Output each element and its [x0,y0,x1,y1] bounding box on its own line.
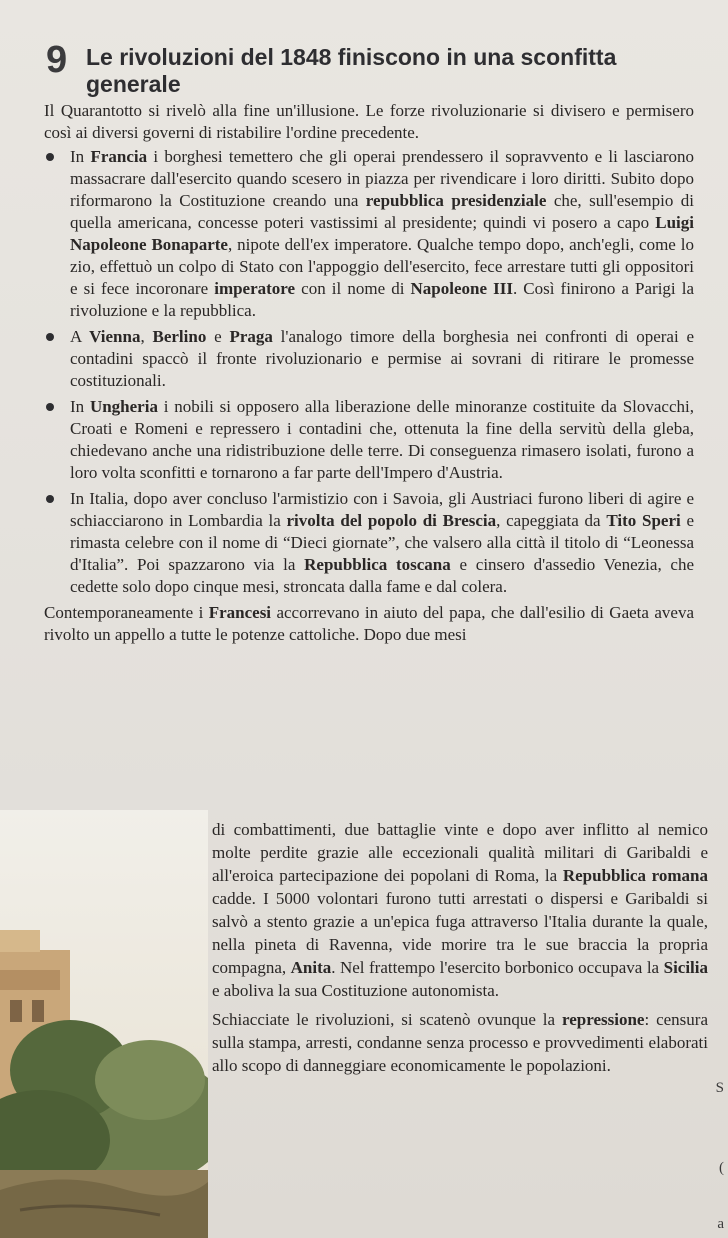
bold-term: Repubblica romana [562,866,708,885]
bold-term: repubblica presidenziale [365,191,547,210]
bold-term: rivolta del popolo di Brescia [286,511,497,530]
french-intervention-paragraph [44,602,694,646]
bold-term: Vienna [89,327,141,346]
bold-term: Berlino [152,327,207,346]
text-run: , [140,327,153,346]
bullet-text [70,327,694,390]
bold-term: Sicilia [663,958,709,977]
edge-mark: ( [719,1160,724,1176]
text-run: e rimasta celebre con il nome di “Dieci giornate”, che valsero alla città il titolo di “Leonessa d'Italia”. Poi spazzarono via la [70,511,695,574]
text-run: Schiacciate le rivoluzioni, si scatenò ovunque la [212,1010,562,1029]
text-run: Contemporaneamente i [44,603,209,622]
bullet-text [70,397,694,482]
repression-paragraph [212,1008,708,1077]
bullet-item-france [44,146,694,322]
bullet-item-hungary [44,396,694,484]
text-run: In [70,147,91,166]
text-run: i nobili si opposero alla liberazione delle minoranze costituite da Slovacchi, Croati e Romeni e repressero i contadini che, ottenuta la fine della servitù della gleba, chiedevano anche una ridistribuzione delle terre. Di conseguenza rimasero isolati, furono a loro volta sconfitti e tornarono a far parte dell'Impero d'Austria. [70,397,694,482]
bullet-dot-icon [46,153,54,161]
text-run: , capeggiata da [496,511,607,530]
wrapped-text [212,818,708,1083]
text-run: l'analogo timore della borghesia nei confronti di operai e contadini spaccò il fronte rivoluzionario e permise ai sovrani di ritirare le promesse costituzionali. [70,327,695,390]
text-run: : censura sulla stampa, arresti, condanne senza processo e provvedimenti elaborati allo scopo di danneggiare economicamente le popolazioni. [212,1010,708,1075]
bullet-dot-icon [46,495,54,503]
text-run: i borghesi temettero che gli operai prendessero il sopravvento e li lasciarono massacrare dall'esercito quando scesero in piazza per rivendicare i loro diritti. Subito dopo riformarono la Costituzione creando una [70,147,694,210]
bold-term: Praga [229,327,273,346]
text-run: A [70,327,90,346]
painting-illustration [0,810,208,1238]
roman-republic-paragraph [212,818,708,1002]
section-title: Le rivoluzioni del 1848 finiscono in una sconfitta generale [86,44,617,97]
edge-mark: a [717,1216,724,1232]
painting-image [0,810,208,1238]
bullet-text [70,489,694,596]
text-run: , nipote dell'ex imperatore. Qualche tempo dopo, anch'egli, come lo zio, effettuò un colpo di Stato con l'appoggio dell'esercito, fece arrestare tutti gli oppositori e si fece incoronare [70,235,695,298]
bold-term: Repubblica toscana [304,555,451,574]
bullet-item-italy [44,488,694,598]
bold-term: imperatore [214,279,296,298]
text-run: In [70,397,90,416]
text-run: di combattimenti, due battaglie vinte e dopo aver inflitto al nemico molte perdite grazie alle eccezionali qualità militari di Garibaldi e all'eroica partecipazione dei popolani di Roma, la [212,820,708,885]
text-run: e cinsero d'assedio Venezia, che cedette solo dopo cinque mesi, stroncata dalla fame e dal colera. [70,555,695,596]
bullet-text [70,147,694,320]
bullet-list [44,146,694,598]
intro-paragraph: Il Quarantotto si rivelò alla fine un'illusione. Le forze rivoluzionarie si divisero e permisero così ai diversi governi di ristabilire l'ordine precedente. [44,101,694,142]
bold-term: Napoleone III [410,279,513,298]
edge-mark: S [715,1080,724,1096]
page-edge-marks [704,1020,728,1238]
bold-term: Francesi [208,603,272,622]
main-text [44,100,694,646]
text-run: e [206,327,230,346]
text-run: accorrevano in aiuto del papa, che dall'esilio di Gaeta aveva rivolto un appello a tutte le potenze cattoliche. Dopo due mesi [44,603,694,644]
bold-term: Tito Speri [606,511,681,530]
text-run: In Italia, dopo aver concluso l'armistizio con i Savoia, gli Austriaci furono liberi di agire e schiacciarono in Lombardia la [70,489,694,530]
text-run: cadde. I 5000 volontari furono tutti arrestati o dispersi e Garibaldi si salvò a stento grazie a un'epica fuga attraverso l'Italia durante la quale, nella pineta di Ravenna, vide morire tra le sue braccia la propria compagna, [212,889,708,977]
text-run: . Nel frattempo l'esercito borbonico occupava la [331,958,664,977]
text-run: e aboliva la sua Costituzione autonomista. [212,981,500,1000]
bold-term: Ungheria [89,397,158,416]
bold-term: repressione [561,1010,645,1029]
text-run: . Così finirono a Parigi la rivoluzione e la repubblica. [70,279,694,320]
bullet-item-vienna [44,326,694,392]
bullet-dot-icon [46,333,54,341]
bullet-dot-icon [46,403,54,411]
text-run: che, sull'esempio di quella americana, concesse poteri vastissimi al presidente; quindi vi posero a capo [70,191,694,232]
bold-term: Anita [290,958,332,977]
text-run: con il nome di [295,279,411,298]
bold-term: Luigi Napoleone Bonaparte [70,213,694,254]
section-number: 9 [46,39,68,81]
bold-term: Francia [90,147,148,166]
